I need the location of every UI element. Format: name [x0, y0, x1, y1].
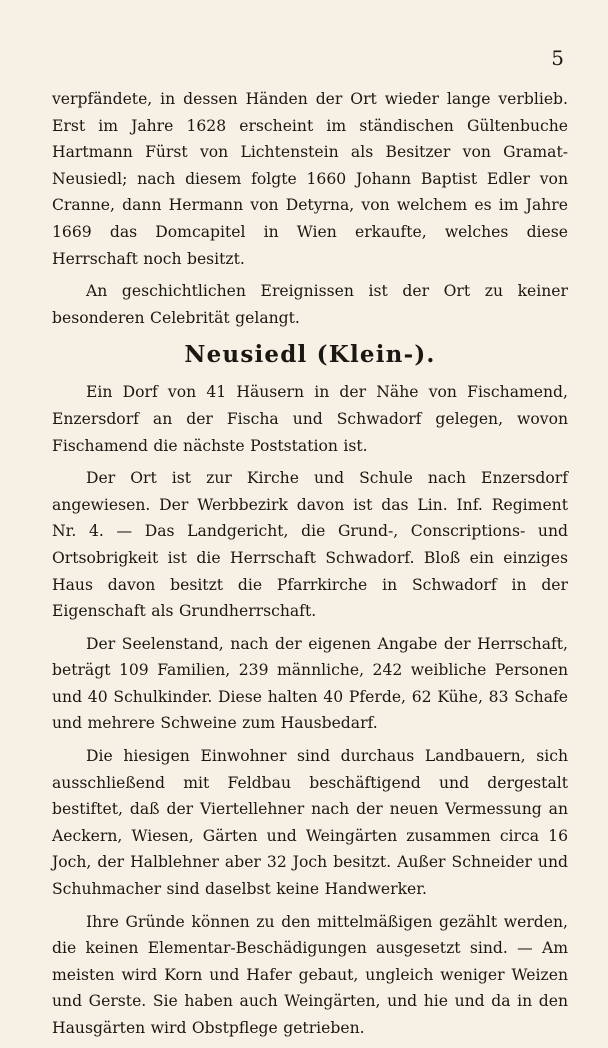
paragraph-inhabitants: Die hiesigen Einwohner sind durchaus Landbauern, sich ausschließend mit Feldbau beschäftigend und dergestalt bestiftet, daß der Viertellehner nach der neuen Vermessung an Aeckern, Wiesen, Gärten und Weingärten zusammen circa 16 Joch, der Halblehner aber 32 Joch besitzt. Außer Schneider und Schuhmacher sind daselbst keine Handwerker. [52, 747, 568, 899]
paragraph-village-location: Ein Dorf von 41 Häusern in der Nähe von Fischamend, Enzersdorf an der Fischa und Schwadorf gelegen, wovon Fischamend die nächste Poststation ist. [52, 383, 568, 455]
paragraph-parish-jurisdiction: Der Ort ist zur Kirche und Schule nach Enzersdorf angewiesen. Der Werbbezirk davon ist das Lin. Inf. Regiment Nr. 4. — Das Landgericht, die Grund-, Conscriptions- und Ortsobrigkeit ist die Herrschaft Schwadorf. Bloß ein einziges Haus davon besitzt die Pfarrkirche in Schwadorf in der Eigenschaft als Grundherrschaft. [52, 469, 568, 621]
section-heading: Neusiedl (Klein-). [184, 341, 436, 369]
paragraph-population: Der Seelenstand, nach der eigenen Angabe der Herrschaft, beträgt 109 Familien, 239 männliche, 242 weibliche Personen und 40 Schulkinder. Diese halten 40 Pferde, 62 Kühe, 83 Schafe und mehrere Schweine zum Hausbedarf. [52, 634, 568, 733]
page-number: 5 [551, 46, 564, 70]
paragraph-ownership-history: verpfändete, in dessen Händen der Ort wieder lange verblieb. Erst im Jahre 1628 erscheint im ständischen Gültenbuche Hartmann Fürst von Lichtenstein als Besitzer von Gramat-Neusiedl; nach diesem folgte 1660 Johann Baptist Edler von Cranne, dann Hermann von Detyrna, von welchem es im Jahre 1669 das Domcapitel in Wien erkaufte, welches diese Herrschaft noch besitzt. [52, 90, 568, 268]
page-body [52, 86, 568, 1048]
paragraph-historical-events: An geschichtlichen Ereignissen ist der Ort zu keiner besonderen Celebrität gelangt. [52, 282, 568, 327]
paragraph-agriculture: Ihre Gründe können zu den mittelmäßigen gezählt werden, die keinen Elementar-Beschädigungen ausgesetzt sind. — Am meisten wird Korn und Hafer gebaut, ungleich weniger Weizen und Gerste. Sie haben auch Weingärten, und hie und da in den Hausgärten wird Obstpflege getrieben. [52, 912, 568, 1037]
